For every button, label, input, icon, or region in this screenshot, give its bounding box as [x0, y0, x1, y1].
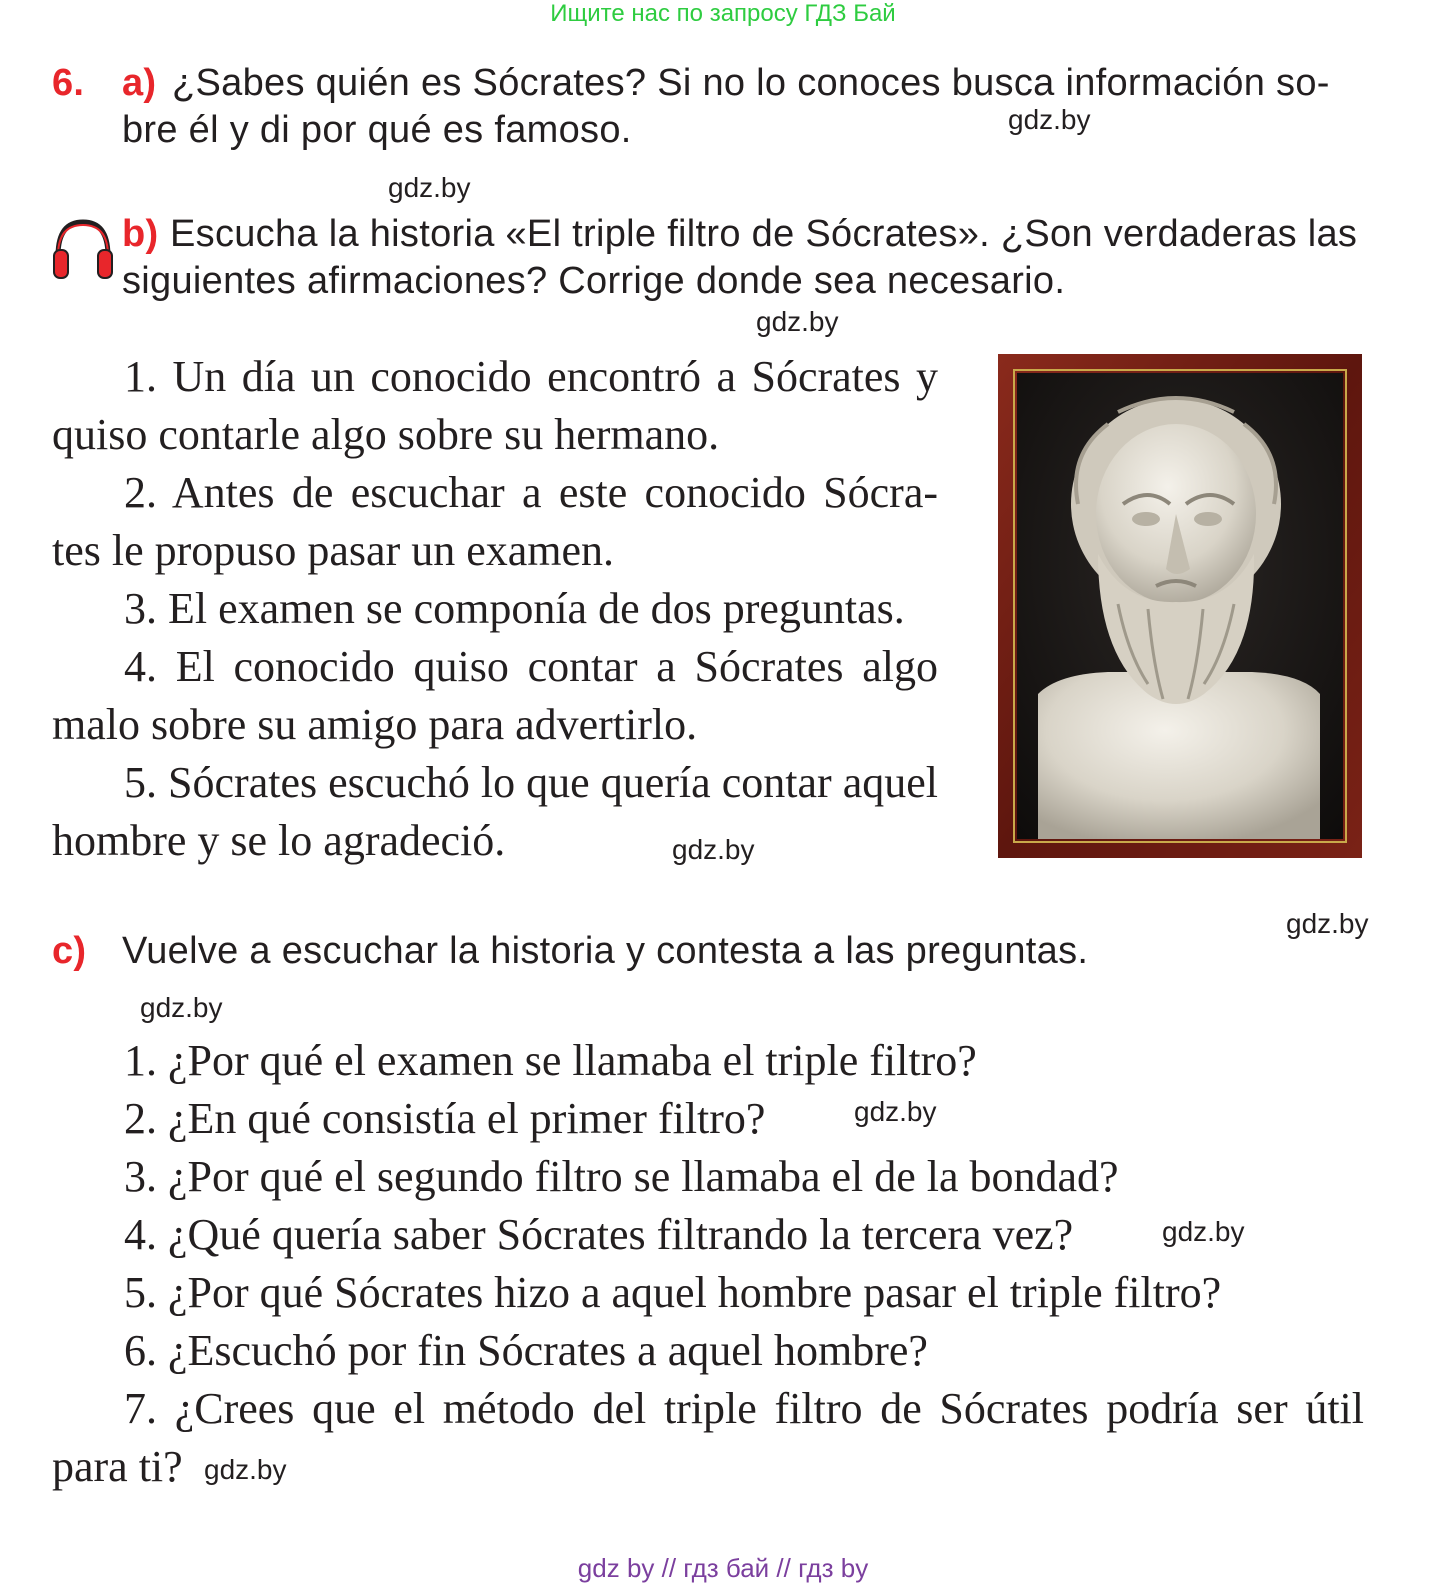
part-a-label: a) [122, 62, 157, 104]
statement-item: 3. El examen se componía de dos preguntas. [124, 584, 905, 633]
statement-item: 5. Sócrates escuchó lo que quería contar aquel hombre y se lo agradeció. [52, 758, 938, 865]
part-b-line1: Escucha la historia «El triple filtro de Sócrates». ¿Son verdaderas las [170, 213, 1358, 255]
part-b-line2: siguientes afirmaciones? Corrige donde sea necesario. [122, 260, 1066, 302]
watermark: gdz.by [388, 172, 471, 203]
question-item: 3. ¿Por qué el segundo filtro se llamaba el de la bondad? [124, 1152, 1119, 1201]
socrates-bust-portrait [998, 354, 1362, 858]
part-b-label: b) [122, 213, 159, 255]
question-item: 5. ¿Por qué Sócrates hizo a aquel hombre pasar el triple filtro? [124, 1268, 1222, 1317]
question-item: 7. ¿Crees que el método del triple filtro de Sócrates podría ser útil para ti? [52, 1384, 1364, 1491]
watermark: gdz.by [204, 1454, 287, 1485]
footer-links: gdz by // гдз бай // гдз by [577, 1553, 869, 1583]
part-a-line2: bre él y di por qué es famoso. [122, 109, 632, 151]
watermark: gdz.by [1162, 1216, 1245, 1247]
part-a-line1: ¿Sabes quién es Sócrates? Si no lo conoces busca información so- [172, 62, 1330, 104]
part-c-label: c) [52, 930, 87, 972]
statement-item: 4. El conocido quiso contar a Sócrates algo malo sobre su amigo para advertirlo. [52, 642, 938, 749]
questions-list [52, 1032, 1364, 1496]
statements-list [52, 348, 938, 870]
headphones-icon [50, 216, 116, 282]
question-item: 1. ¿Por qué el examen se llamaba el triple filtro? [124, 1036, 977, 1085]
watermark: gdz.by [756, 306, 839, 337]
watermark: gdz.by [1286, 908, 1369, 939]
watermark: gdz.by [854, 1096, 937, 1127]
part-c-instruction: Vuelve a escuchar la historia y contesta a las preguntas. [122, 930, 1089, 972]
exercise-number: 6. [52, 62, 85, 104]
watermark: gdz.by [1008, 104, 1091, 135]
watermark: gdz.by [672, 834, 755, 865]
statement-item: 1. Un día un conocido encontró a Sócrates y quiso contarle algo sobre su hermano. [52, 352, 938, 459]
question-item: 2. ¿En qué consistía el primer filtro? [124, 1094, 766, 1143]
statement-item: 2. Antes de escuchar a este conocido Sócra-tes le propuso pasar un examen. [52, 468, 938, 575]
search-banner: Ищите нас по запросу ГДЗ Бай [550, 0, 896, 27]
question-item: 4. ¿Qué quería saber Sócrates filtrando la tercera vez? [124, 1210, 1074, 1259]
question-item: 6. ¿Escuchó por fin Sócrates a aquel hombre? [124, 1326, 928, 1375]
watermark: gdz.by [140, 992, 223, 1023]
